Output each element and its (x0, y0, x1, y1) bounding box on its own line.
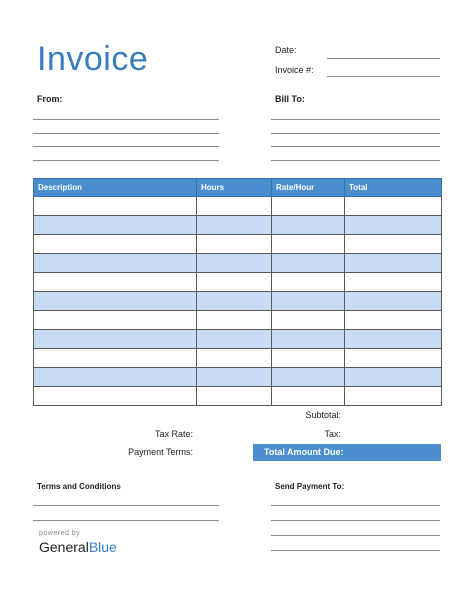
hours-cell[interactable] (197, 311, 272, 330)
table-header-row (34, 179, 442, 197)
generalblue-logo (39, 539, 117, 555)
invoice-title: Invoice (37, 40, 149, 78)
column-header-total: Total (345, 179, 442, 197)
table-row (34, 254, 442, 273)
description-cell[interactable] (34, 368, 197, 387)
rate-cell[interactable] (272, 197, 345, 216)
rate-cell[interactable] (272, 330, 345, 349)
rate-cell[interactable] (272, 368, 345, 387)
bill-to-line-2[interactable] (271, 133, 440, 134)
column-header-hours: Hours (197, 179, 272, 197)
send-payment-to-label: Send Payment To: (275, 482, 345, 491)
total-amount-due-bar (253, 444, 441, 461)
table-row (34, 387, 442, 406)
column-header-description: Description (34, 179, 197, 197)
bill-to-label: Bill To: (275, 94, 305, 104)
date-field-line[interactable] (327, 58, 440, 59)
table-row (34, 235, 442, 254)
brand-second: Blue (88, 539, 117, 555)
table-row (34, 273, 442, 292)
date-label: Date: (275, 45, 297, 55)
send-payment-line-2[interactable] (271, 520, 440, 521)
from-label: From: (37, 94, 63, 104)
powered-by-text: powered by (39, 530, 81, 537)
terms-line-1[interactable] (33, 505, 219, 506)
rate-cell[interactable] (272, 387, 345, 406)
description-cell[interactable] (34, 349, 197, 368)
hours-cell[interactable] (197, 349, 272, 368)
hours-cell[interactable] (197, 273, 272, 292)
rate-cell[interactable] (272, 273, 345, 292)
total-cell[interactable] (345, 349, 442, 368)
brand-first: General (39, 539, 89, 555)
rate-cell[interactable] (272, 311, 345, 330)
table-row (34, 311, 442, 330)
send-payment-line-1[interactable] (271, 505, 440, 506)
tax-rate-label: Tax Rate: (154, 429, 193, 439)
total-cell[interactable] (345, 216, 442, 235)
description-cell[interactable] (34, 254, 197, 273)
send-payment-line-3[interactable] (271, 535, 440, 536)
from-line-1[interactable] (33, 119, 219, 120)
from-line-2[interactable] (33, 133, 219, 134)
send-payment-line-4[interactable] (271, 550, 440, 551)
rate-cell[interactable] (272, 216, 345, 235)
description-cell[interactable] (34, 311, 197, 330)
total-cell[interactable] (345, 254, 442, 273)
hours-cell[interactable] (197, 197, 272, 216)
table-row (34, 216, 442, 235)
description-cell[interactable] (34, 330, 197, 349)
total-amount-due-label: Total Amount Due: (264, 447, 344, 457)
bill-to-line-4[interactable] (271, 160, 440, 161)
description-cell[interactable] (34, 235, 197, 254)
description-cell[interactable] (34, 387, 197, 406)
total-cell[interactable] (345, 292, 442, 311)
rate-cell[interactable] (272, 292, 345, 311)
total-cell[interactable] (345, 330, 442, 349)
bill-to-line-1[interactable] (271, 119, 440, 120)
hours-cell[interactable] (197, 387, 272, 406)
column-header-rate-hour: Rate/Hour (272, 179, 345, 197)
rate-cell[interactable] (272, 349, 345, 368)
terms-line-2[interactable] (33, 520, 219, 521)
invoice-number-field-line[interactable] (327, 76, 440, 77)
from-line-3[interactable] (33, 146, 219, 147)
total-cell[interactable] (345, 235, 442, 254)
rate-cell[interactable] (272, 235, 345, 254)
payment-terms-label: Payment Terms: (128, 447, 193, 457)
invoice-number-label: Invoice #: (275, 65, 314, 75)
total-cell[interactable] (345, 311, 442, 330)
description-cell[interactable] (34, 216, 197, 235)
table-row (34, 292, 442, 311)
rate-cell[interactable] (272, 254, 345, 273)
bill-to-line-3[interactable] (271, 146, 440, 147)
table-row (34, 197, 442, 216)
hours-cell[interactable] (197, 216, 272, 235)
hours-cell[interactable] (197, 292, 272, 311)
total-cell[interactable] (345, 197, 442, 216)
table-row (34, 368, 442, 387)
hours-cell[interactable] (197, 368, 272, 387)
description-cell[interactable] (34, 197, 197, 216)
terms-and-conditions-label: Terms and Conditions (37, 482, 121, 491)
hours-cell[interactable] (197, 330, 272, 349)
total-cell[interactable] (345, 387, 442, 406)
tax-label: Tax: (324, 429, 341, 439)
table-row (34, 330, 442, 349)
subtotal-label: Subtotal: (305, 410, 341, 420)
total-cell[interactable] (345, 273, 442, 292)
total-cell[interactable] (345, 368, 442, 387)
description-cell[interactable] (34, 292, 197, 311)
from-line-4[interactable] (33, 160, 219, 161)
line-items-table (33, 178, 442, 406)
hours-cell[interactable] (197, 235, 272, 254)
description-cell[interactable] (34, 273, 197, 292)
hours-cell[interactable] (197, 254, 272, 273)
table-row (34, 349, 442, 368)
